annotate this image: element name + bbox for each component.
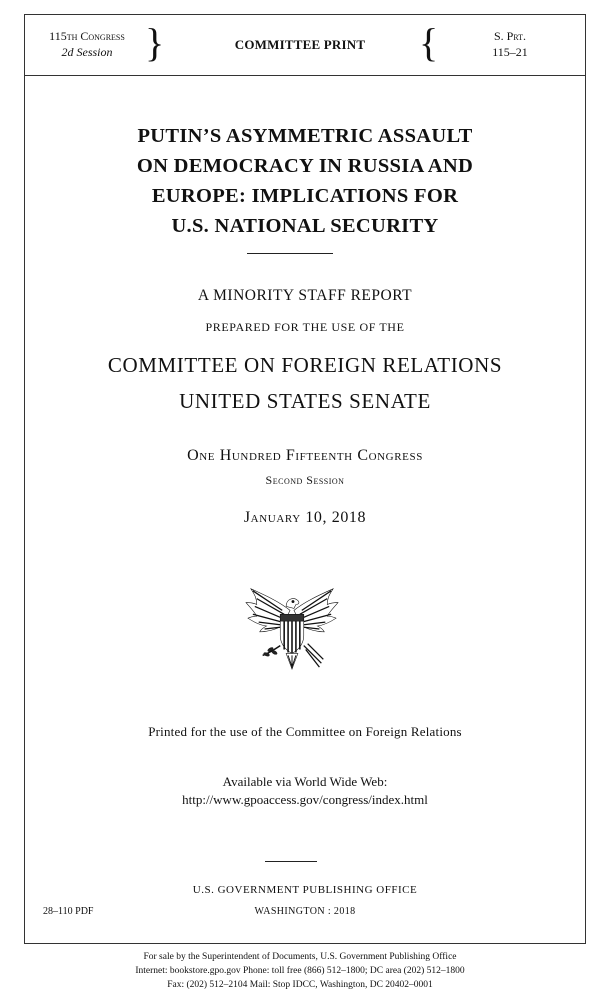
sales-footer [0,950,600,992]
report-date: January 10, 2018 [243,509,367,526]
print-number-label: S. Prt. [493,29,527,43]
pdf-code: 28–110 PDF [43,906,94,917]
publisher-name: U.S. GOVERNMENT PUBLISHING OFFICE [192,884,418,896]
availability-url[interactable]: http://www.gpoaccess.gov/congress/index.html [182,792,428,807]
print-type: COMMITTEE PRINT [234,37,366,52]
divider-rule [265,861,317,862]
session-full: Second Session [265,473,345,487]
print-number: 115–21 [492,45,528,59]
session-label: 2d Session [61,45,113,59]
title-line: PUTIN’S ASYMMETRIC ASSAULT [137,125,473,147]
footer-line: Fax: (202) 512–2104 Mail: Stop IDCC, Washington, DC 20402–0001 [167,980,433,990]
congress-full: One Hundred Fifteenth Congress [187,447,423,464]
left-brace-icon: { [419,20,439,65]
committee-name: COMMITTEE ON FOREIGN RELATIONS [107,353,503,377]
city-year: WASHINGTON : 2018 [254,906,356,917]
report-title [25,121,585,241]
title-line: ON DEMOCRACY IN RUSSIA AND [136,155,474,177]
printed-for-note: Printed for the use of the Committee on Foreign Relations [148,724,462,739]
divider-rule [247,253,333,254]
availability-label: Available via World Wide Web: [222,774,388,789]
congress-label: 115th Congress [49,29,125,43]
availability-block [25,773,585,809]
report-type: A MINORITY STAFF REPORT [197,287,413,304]
eagle-seal-icon [243,581,341,673]
prepared-line: PREPARED FOR THE USE OF THE [205,320,405,334]
footer-line: Internet: bookstore.gpo.gov Phone: toll free (866) 512–1800; DC area (202) 512–1800 [135,966,465,976]
chamber-name: UNITED STATES SENATE [179,389,431,413]
congress-session-label [31,28,143,60]
document-frame [24,14,586,944]
header-block [25,15,585,76]
title-line: U.S. NATIONAL SECURITY [171,215,439,237]
title-line: EUROPE: IMPLICATIONS FOR [151,185,459,207]
print-number-block [455,28,565,60]
footer-line: For sale by the Superintendent of Documents, U.S. Government Publishing Office [143,952,457,962]
right-brace-icon: } [145,20,165,65]
